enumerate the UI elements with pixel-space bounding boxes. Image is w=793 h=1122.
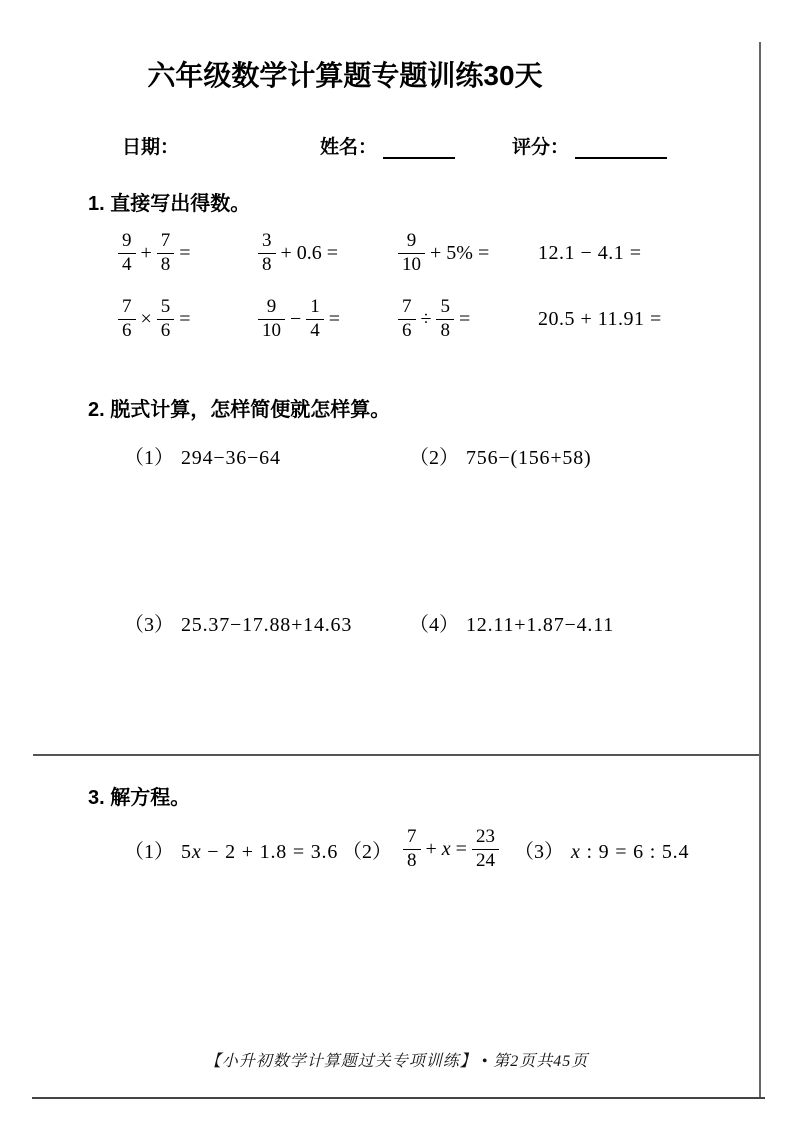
expression: 25.37−17.88+14.63: [181, 614, 353, 636]
math-problem-s2-3: [124, 608, 409, 637]
fraction: [118, 231, 136, 275]
term: 5%: [446, 241, 473, 264]
fraction: [118, 297, 136, 341]
fraction-numerator: 5: [440, 295, 450, 317]
section1-heading: 1. 直接写出得数。: [88, 193, 251, 215]
math-problem-s2-2: [409, 441, 591, 470]
fraction-numerator: 9: [406, 229, 417, 251]
problem-number: （4）: [409, 614, 459, 636]
problem-number: （2）: [342, 840, 392, 863]
page-right-border-line: [759, 42, 761, 1098]
fraction: [403, 827, 421, 871]
expression: 12.1 − 4.1 =: [538, 241, 642, 264]
fraction-numerator: 5: [160, 295, 171, 317]
equals-sign: =: [179, 307, 191, 330]
header-fields: [122, 132, 793, 159]
math-problem-s1-8: [538, 308, 662, 331]
fraction-denominator: 24: [472, 849, 499, 872]
fraction-denominator: 6: [398, 319, 416, 342]
fraction-denominator: 6: [157, 319, 175, 342]
fraction-denominator: 8: [436, 319, 454, 342]
fraction: [398, 231, 425, 275]
equals-sign: =: [455, 837, 467, 860]
section1-row-2: [118, 295, 793, 343]
fraction-denominator: 8: [403, 849, 421, 872]
expression: 756−(156+58): [466, 447, 592, 469]
math-problem-s2-1: [124, 441, 409, 470]
fraction: [306, 297, 324, 341]
operator: ×: [140, 307, 152, 330]
operator: +: [425, 837, 437, 860]
fraction-numerator: 7: [402, 295, 412, 317]
section3-row: [124, 823, 793, 875]
section2-row-2: [124, 608, 793, 637]
fraction-numerator: 7: [160, 229, 171, 251]
operator: ÷: [420, 307, 432, 330]
math-problem-s1-5: [118, 297, 258, 341]
equation-rest: : 9 = 6 : 5.4: [580, 840, 690, 863]
page-title: 六年级数学计算题专题训练30天: [147, 60, 543, 91]
fraction: [472, 827, 499, 871]
math-problem-s1-7: [398, 297, 538, 341]
expression: 294−36−64: [181, 447, 281, 469]
date-label: 日期：: [122, 137, 180, 158]
math-problem-s3-1: [124, 835, 342, 864]
section-divider-line: [33, 754, 761, 756]
fraction-denominator: 4: [118, 253, 136, 276]
math-problem-s1-4: [538, 242, 642, 265]
variable-x: x: [191, 840, 202, 863]
operator: +: [280, 241, 292, 264]
fraction: [157, 231, 175, 275]
score-label: 评分：: [512, 137, 570, 158]
section1-row-1: [118, 229, 793, 277]
score-field: [512, 132, 667, 159]
fraction-denominator: 6: [118, 319, 136, 342]
expression: 20.5 + 11.91 =: [538, 307, 662, 330]
math-problem-s3-2: [342, 827, 514, 871]
math-problem-s3-3: [514, 835, 689, 864]
problem-number: （1）: [124, 447, 174, 469]
math-problem-s1-6: [258, 297, 398, 341]
score-blank-line: [575, 139, 667, 159]
fraction-denominator: 8: [157, 253, 175, 276]
fraction: [157, 297, 175, 341]
date-field: [122, 132, 320, 159]
fraction-denominator: 10: [258, 319, 285, 342]
fraction-numerator: 3: [262, 229, 272, 251]
equation: [181, 841, 338, 863]
problem-number: （3）: [124, 614, 174, 636]
fraction-denominator: 10: [398, 253, 425, 276]
problem-number: （2）: [409, 447, 459, 469]
fraction-numerator: 7: [122, 295, 132, 317]
fraction: [436, 297, 454, 341]
math-problem-s1-3: [398, 231, 538, 275]
operator: +: [430, 241, 442, 264]
page-footer: 【小升初数学计算题过关专项训练】 • 第2页共45页: [204, 1053, 589, 1070]
equals-sign: =: [477, 241, 490, 264]
equals-sign: =: [458, 307, 471, 330]
name-blank-line: [383, 139, 455, 159]
name-field: [320, 132, 470, 159]
expression: 12.11+1.87−4.11: [466, 614, 615, 636]
fraction-numerator: 7: [407, 825, 417, 847]
fraction-numerator: 9: [122, 229, 132, 251]
equals-sign: =: [328, 307, 341, 330]
problem-number: （1）: [124, 840, 174, 863]
fraction: [398, 297, 416, 341]
equation-rest: − 2 + 1.8 = 3.6: [201, 840, 339, 863]
fraction-denominator: 8: [258, 253, 276, 276]
operator: +: [140, 241, 152, 264]
section2-heading: 2. 脱式计算，怎样简便就怎样算。: [88, 399, 391, 421]
equation: [571, 841, 689, 863]
variable-x: x: [441, 837, 451, 860]
term: 0.6: [296, 241, 322, 264]
problem-number: （3）: [514, 840, 564, 863]
variable-x: x: [571, 840, 581, 863]
equals-sign: =: [326, 241, 339, 264]
operator: −: [290, 307, 302, 330]
equals-sign: =: [179, 241, 191, 264]
math-problem-s1-1: [118, 231, 258, 275]
page-bottom-border-line: [32, 1097, 765, 1099]
fraction: [258, 297, 285, 341]
fraction: [258, 231, 276, 275]
math-problem-s2-4: [409, 608, 614, 637]
math-problem-s1-2: [258, 231, 398, 275]
section2-row-1: [124, 441, 793, 470]
fraction-numerator: 1: [310, 295, 320, 317]
fraction-denominator: 4: [306, 319, 324, 342]
coefficient: 5: [181, 840, 192, 863]
section3-heading: 3. 解方程。: [88, 787, 191, 809]
fraction-numerator: 23: [475, 825, 495, 847]
name-label: 姓名：: [320, 137, 378, 158]
fraction-numerator: 9: [266, 295, 277, 317]
